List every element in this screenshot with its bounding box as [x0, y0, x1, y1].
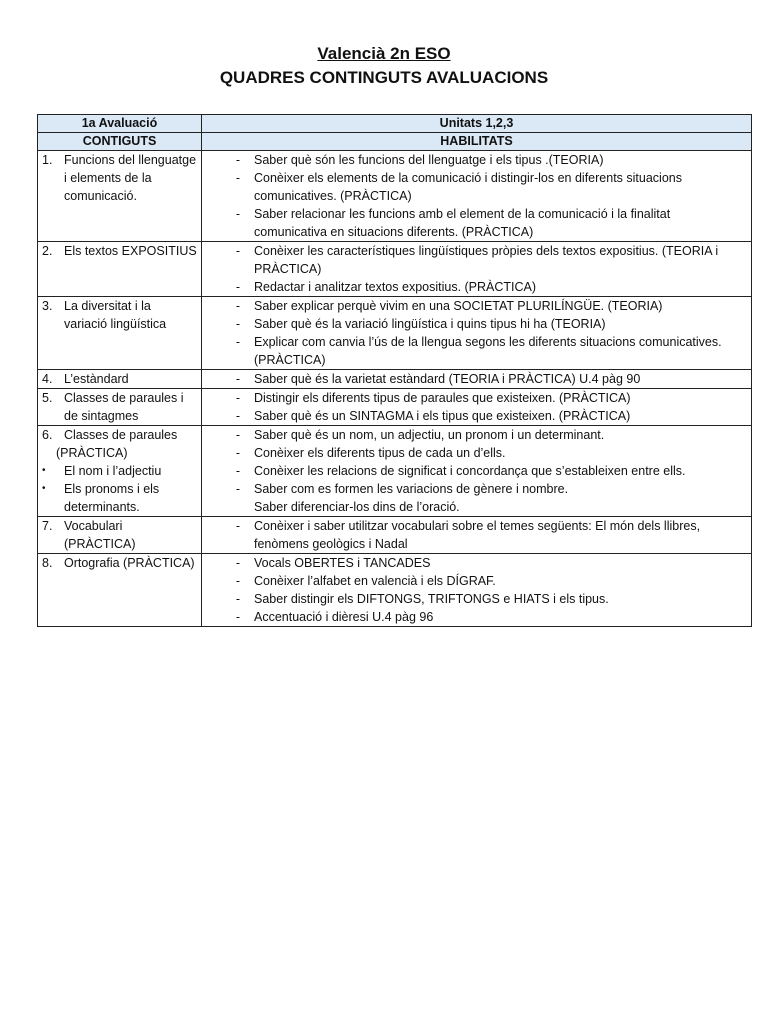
row-number: 2. — [42, 244, 53, 258]
content-line — [38, 389, 201, 425]
header-row-columns — [38, 133, 752, 151]
skill-item — [202, 462, 751, 480]
dash-marker: - — [235, 556, 240, 570]
skill-item — [202, 389, 751, 407]
header-contents: CONTIGUTS — [38, 133, 202, 151]
skill-text: Conèixer l’alfabet en valencià i els DÍGRAF. — [254, 574, 496, 588]
skill-text: Conèixer les característiques lingüístiques pròpies dels textos expositius. (TEORIA i PRÀCTICA) — [254, 244, 719, 276]
skill-item — [202, 407, 751, 425]
skills-cell — [202, 426, 752, 517]
skill-item — [202, 517, 751, 553]
content-bullet-item — [38, 462, 201, 480]
dash-marker: - — [235, 409, 240, 423]
skill-item — [202, 370, 751, 388]
skill-item — [202, 444, 751, 462]
skill-text: Saber distingir els DIFTONGS, TRIFTONGS e HIATS i els tipus. — [254, 592, 609, 606]
content-cell — [38, 370, 202, 389]
skills-cell — [202, 242, 752, 297]
dash-marker: - — [235, 592, 240, 606]
skill-item — [202, 426, 751, 444]
skills-cell — [202, 370, 752, 389]
row-number: 4. — [42, 372, 53, 386]
dash-marker: - — [235, 464, 240, 478]
document-subtitle: QUADRES CONTINGUTS AVALUACIONS — [219, 68, 549, 87]
table-row — [38, 297, 752, 370]
skill-item — [202, 315, 751, 333]
dash-marker: - — [235, 574, 240, 588]
content-line — [38, 554, 201, 572]
skill-item — [202, 572, 751, 590]
skill-text: Conèixer els elements de la comunicació i distingir-los en diferents situacions comunicatives. (PRÀCTICA) — [254, 171, 682, 203]
skill-text: Accentuació i dièresi U.4 pàg 96 — [254, 610, 434, 624]
content-text: Vocabulari (PRÀCTICA) — [64, 519, 136, 551]
content-cell — [38, 426, 202, 517]
skill-text: Saber què és un nom, un adjectiu, un pronom i un determinant. — [254, 428, 605, 442]
skill-text: Saber com es formen les variacions de gènere i nombre. — [254, 482, 569, 496]
skills-cell — [202, 389, 752, 426]
table-row — [38, 242, 752, 297]
content-cell — [38, 242, 202, 297]
table-body — [38, 115, 752, 627]
content-text: (PRÀCTICA) — [56, 446, 128, 460]
table-row — [38, 517, 752, 554]
content-bullet-item — [38, 480, 201, 516]
dash-marker: - — [235, 428, 240, 442]
content-text: Els textos EXPOSITIUS — [64, 244, 197, 258]
content-cell — [38, 554, 202, 627]
dash-marker: - — [235, 299, 240, 313]
contents-table — [37, 114, 752, 627]
skill-item — [202, 169, 751, 205]
bullet-text: El nom i l’adjectiu — [64, 464, 162, 478]
row-number: 5. — [42, 391, 53, 405]
header-evaluation: 1a Avaluació — [38, 115, 202, 133]
content-text: Classes de paraules i de sintagmes — [64, 391, 184, 423]
row-number: 6. — [42, 428, 53, 442]
dash-marker: - — [235, 519, 240, 533]
dash-marker: - — [235, 317, 240, 331]
skill-item — [202, 242, 751, 278]
skill-text: Saber explicar perquè vivim en una SOCIETAT PLURILÍNGÜE. (TEORIA) — [254, 299, 663, 313]
skill-item — [202, 297, 751, 315]
skills-cell — [202, 297, 752, 370]
content-text: Classes de paraules — [64, 428, 178, 442]
dash-marker: - — [235, 335, 240, 349]
table-row — [38, 554, 752, 627]
content-line — [38, 151, 201, 205]
dash-marker: - — [235, 391, 240, 405]
skill-item — [202, 205, 751, 241]
row-number: 1. — [42, 153, 53, 167]
skills-cell — [202, 151, 752, 242]
table-row — [38, 151, 752, 242]
dash-marker: - — [235, 280, 240, 294]
content-text: Funcions del llenguatge i elements de la comunicació. — [64, 153, 197, 203]
bullet-icon: • — [42, 465, 46, 476]
skill-text: Saber què és la varietat estàndard (TEORIA i PRÀCTICA) U.4 pàg 90 — [254, 372, 641, 386]
header-units: Unitats 1,2,3 — [202, 115, 752, 133]
skill-item — [202, 590, 751, 608]
row-number: 7. — [42, 519, 53, 533]
skill-text: Explicar com canvia l’ús de la llengua segons les diferents situacions comunicatives. (PRÀCTICA) — [254, 335, 722, 367]
content-line — [38, 370, 201, 388]
table-row — [38, 389, 752, 426]
dash-marker: - — [235, 372, 240, 386]
dash-marker: - — [235, 610, 240, 624]
content-cell — [38, 389, 202, 426]
skills-cell — [202, 554, 752, 627]
row-number: 8. — [42, 556, 53, 570]
skill-item — [202, 333, 751, 369]
skill-text: Saber diferenciar-los dins de l’oració. — [254, 500, 460, 514]
content-cell — [38, 297, 202, 370]
header-row-evaluation — [38, 115, 752, 133]
dash-marker: - — [235, 482, 240, 496]
table-row — [38, 370, 752, 389]
content-text: La diversitat i la variació lingüística — [64, 299, 167, 331]
header-skills: HABILITATS — [202, 133, 752, 151]
content-line — [38, 297, 201, 333]
content-text: Ortografia (PRÀCTICA) — [64, 556, 195, 570]
dash-marker: - — [235, 244, 240, 258]
row-number: 3. — [42, 299, 53, 313]
content-line — [38, 426, 201, 444]
skill-item — [202, 151, 751, 169]
skill-item — [202, 278, 751, 296]
content-line — [38, 242, 201, 260]
skill-text: Saber què és un SINTAGMA i els tipus que existeixen. (PRÀCTICA) — [254, 409, 631, 423]
skill-text: Conèixer les relacions de significat i concordança que s’estableixen entre ells. — [254, 464, 686, 478]
bullet-text: Els pronoms i els determinants. — [64, 482, 160, 514]
dash-marker: - — [235, 171, 240, 185]
skill-text: Saber què és la variació lingüística i quins tipus hi ha (TEORIA) — [254, 317, 606, 331]
dash-marker: - — [235, 207, 240, 221]
skill-text: Distingir els diferents tipus de paraules que existeixen. (PRÀCTICA) — [254, 391, 631, 405]
skills-cell — [202, 517, 752, 554]
bullet-icon: • — [42, 483, 46, 494]
content-line — [38, 517, 201, 553]
skill-text: Saber què són les funcions del llenguatge i els tipus .(TEORIA) — [254, 153, 604, 167]
skill-text: Saber relacionar les funcions amb el element de la comunicació i la finalitat comunicativa en situacions diferents. (PRÀCTICA) — [254, 207, 671, 239]
content-cell — [38, 151, 202, 242]
dash-marker: - — [235, 153, 240, 167]
content-text: L’estàndard — [64, 372, 129, 386]
skill-text: Conèixer els diferents tipus de cada un d’ells. — [254, 446, 506, 460]
skill-item — [202, 554, 751, 572]
dash-marker: - — [235, 446, 240, 460]
skill-item — [202, 480, 751, 498]
skill-text: Redactar i analitzar textos expositius. (PRÀCTICA) — [254, 280, 537, 294]
table-row — [38, 426, 752, 517]
skill-text: Vocals OBERTES i TANCADES — [254, 556, 431, 570]
content-cell — [38, 517, 202, 554]
skill-text: Conèixer i saber utilitzar vocabulari sobre el temes següents: El món dels llibres, fenòmens geològics i Nadal — [254, 519, 701, 551]
document-title: Valencià 2n ESO — [317, 44, 451, 63]
skill-item — [202, 608, 751, 626]
